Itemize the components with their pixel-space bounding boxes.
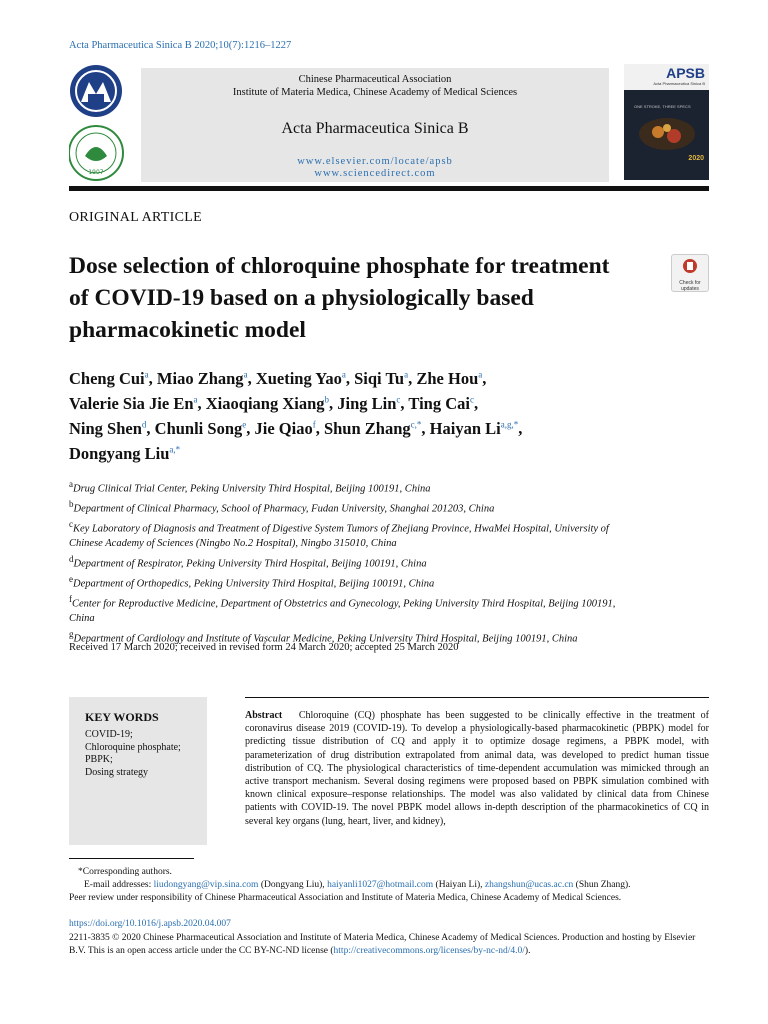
author[interactable]: Siqi Tu$^a$	[354, 368, 409, 388]
affiliation: $^a$Drug Clinical Trial Center, Peking University Third Hospital, Beijing 100191, China	[69, 479, 431, 495]
email-addresses: E-mail addresses: liudongyang@vip.sina.com (Dongyang Liu), haiyanli1027@hotmail.com (Haiyan Li), zhangshun@ucas.ac.cn (Shun Zhang).	[84, 880, 631, 890]
cover-acronym: APSB	[666, 65, 705, 81]
author[interactable]: Ning Shen$^d$	[69, 418, 147, 438]
email-link[interactable]: haiyanli1027@hotmail.com	[327, 880, 434, 890]
received-dates: Received 17 March 2020; received in revised form 24 March 2020; accepted 25 March 2020	[69, 642, 459, 653]
keyword: COVID-19;	[85, 729, 133, 740]
author[interactable]: Xueting Yao$^a$	[255, 368, 346, 388]
journal-reference[interactable]: Acta Pharmaceutica Sinica B 2020;10(7):1216‒1227	[69, 40, 292, 51]
author[interactable]: Valerie Sia Jie En$^a$	[69, 393, 198, 413]
author[interactable]: Cheng Cui$^a$	[69, 368, 149, 388]
article-title: Dose selection of chloroquine phosphate for treatment of COVID-19 based on a physiologically based pharmacokinetic model	[69, 253, 610, 343]
author[interactable]: Jing Lin$^c$	[337, 393, 401, 413]
journal-url-1[interactable]: www.elsevier.com/locate/apsb	[297, 156, 453, 167]
check-updates-icon	[672, 255, 708, 275]
cover-banner	[624, 64, 709, 90]
article-type: ORIGINAL ARTICLE	[69, 210, 202, 225]
email-link[interactable]: liudongyang@vip.sina.com	[153, 880, 259, 890]
keywords-box	[69, 697, 207, 845]
affiliation: $^c$Key Laboratory of Diagnosis and Treatment of Digestive System Tumors of Zhejiang Province, HwaMei Hospital, University of Chinese Academy of Sciences (Ningbo No.2 Hospital), Ningbo 315010, China	[69, 519, 609, 550]
author[interactable]: Dongyang Liu$^{a,*}$	[69, 443, 181, 463]
abstract	[245, 709, 709, 828]
cover-inner-text: ONE STROKE, THREE SPECS	[634, 104, 691, 109]
header-divider	[69, 186, 709, 191]
affiliation: $^d$Department of Respirator, Peking University Third Hospital, Beijing 100191, China	[69, 553, 427, 570]
footnote-divider	[69, 858, 194, 859]
author[interactable]: Shun Zhang$^{c,*}$	[323, 418, 422, 438]
author[interactable]: Haiyan $Li^{a,g,*}$	[429, 418, 519, 438]
org-line-2: Institute of Materia Medica, Chinese Academy of Medical Sciences	[232, 87, 518, 98]
email-link[interactable]: zhangshun@ucas.ac.cn	[484, 880, 574, 890]
doi-link[interactable]: https://doi.org/10.1016/j.apsb.2020.04.007	[69, 919, 231, 929]
abstract-text: Chloroquine (CQ) phosphate has been suggested to be clinically effective in the treatment of coronavirus disease 2019 (COVID-19). To develop a physiologically-based pharmacokinetic (PBPK) model for predicting tissue distribution of CQ and apply it to optimize dosage regimens, a PBPK model, with parameterization of drug distribution extrapolated from animal data, was developed to predict human tissue distribution of CQ. The physiological characteristics of time-dependent accumulation was mimicked through an active transport mechanism. Several dosing regimens were proposed based on PBPK simulation combined with known clinical exposure–response relationships. The model was also validated by clinical data from Chinese patients with COVID-19. The novel PBPK model allows in-depth description of the pharmacokinetics of CQ in several key organs (lung, heart, liver, and kidney),	[245, 710, 709, 827]
org-line-1: Chinese Pharmaceutical Association	[298, 74, 452, 85]
affiliations	[69, 477, 629, 647]
keyword: Chloroquine phosphate;	[85, 741, 181, 753]
author[interactable]: Zhe Hou$^a$	[416, 368, 483, 388]
affiliation: $^e$Department of Orthopedics, Peking University Third Hospital, Beijing 100191, China	[69, 573, 435, 590]
author[interactable]: Jie Qiao$^f$	[254, 418, 316, 438]
author-list: Cheng Cui$^a$, Miao Zhang$^a$, Xueting Yao$^a$, Siqi Tu$^a$, Zhe Hou$^a$, Valerie Sia Jie En$^a$, Xiaoqiang Xiang$^b$, Jing Lin$^c$, Ting Cai$^c$, Ning Shen$^d$, Chunli Song$^e$, Jie Qiao$^f$, Shun Zhang$^{c,*}$, Haiyan $Li^{a,g,*}$, Dongyang Liu$^{a,*}$	[69, 368, 523, 463]
check-for-updates-badge[interactable]	[671, 254, 709, 292]
author[interactable]: Chunli Song$^e$	[154, 418, 247, 438]
journal-header	[69, 64, 709, 186]
journal-cover[interactable]	[624, 64, 709, 180]
affiliation: $^g$Department of Cardiology and Institute of Vascular Medicine, Peking University Third Hospital, Beijing 100191, China	[69, 628, 578, 645]
affiliation: $^f$Center for Reproductive Medicine, Department of Obstetrics and Gynecology, Peking University Third Hospital, Beijing 100191, China	[69, 594, 616, 625]
journal-info-box	[141, 68, 609, 182]
keyword: PBPK;	[85, 754, 113, 765]
keyword: Dosing strategy	[85, 766, 149, 778]
peer-review-note: Peer review under responsibility of Chinese Pharmaceutical Association and Institute of Materia Medica, Chinese Academy of Medical Sciences.	[69, 893, 622, 903]
cover-year: 2020	[688, 155, 704, 162]
imm-logo	[69, 122, 129, 182]
logo-year: 1907	[88, 169, 104, 176]
cover-image	[634, 114, 700, 154]
keywords-list	[85, 729, 181, 779]
license-link[interactable]: http://creativecommons.org/licenses/by-nc-nd/4.0/	[333, 945, 525, 956]
keywords-title: KEY WORDS	[85, 710, 159, 724]
abstract-label: Abstract	[245, 710, 283, 721]
society-logos	[69, 64, 141, 186]
journal-name: Acta Pharmaceutica Sinica B	[281, 120, 469, 137]
cover-subtitle: Acta Pharmaceutica Sinica B	[653, 81, 705, 86]
author[interactable]: Xiaoqiang Xiang$^b$	[205, 393, 330, 413]
journal-url-2[interactable]: www.sciencedirect.com	[314, 168, 436, 179]
author[interactable]: Ting Cai$^c$	[408, 393, 474, 413]
abstract-divider	[245, 697, 709, 698]
check-updates-label: Check for updates	[679, 280, 701, 292]
author[interactable]: Miao Zhang$^a$	[156, 368, 248, 388]
copyright-notice: 2211-3835 © 2020 Chinese Pharmaceutical Association and Institute of Materia Medica, Chinese Academy of Medical Sciences. Production and hosting by Elsevier B.V. This is an open access article under the CC BY-NC-ND license (http://creativecommons.org/licenses/by-nc-nd/4.0/).	[69, 933, 696, 956]
corresponding-note: *Corresponding authors.	[78, 867, 172, 877]
affiliation: $^b$Department of Clinical Pharmacy, School of Pharmacy, Fudan University, Shanghai 201203, China	[69, 499, 495, 515]
